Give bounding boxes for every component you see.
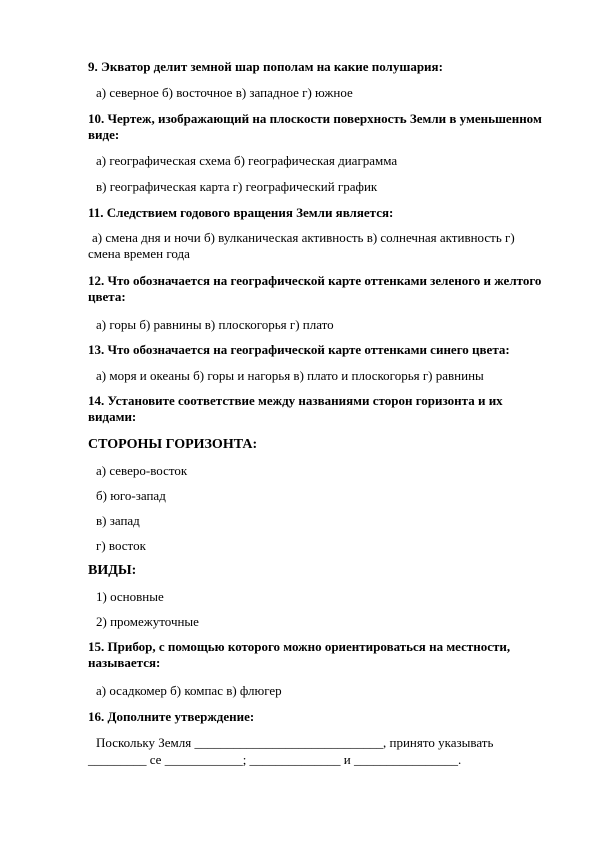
answers-11: а) смена дня и ночи б) вулканическая активность в) солнечная активность г) смена времен года xyxy=(88,230,515,261)
side-item: г) восток xyxy=(96,538,146,553)
type-item: 1) основные xyxy=(96,589,164,604)
question-15: 15. Прибор, с помощью которого можно ориентироваться на местности, называется: xyxy=(88,639,511,670)
type-item: 2) промежуточные xyxy=(96,614,199,629)
question-14: 14. Установите соответствие между названиями сторон горизонта и их видами: xyxy=(88,393,503,424)
answers-10-line2: в) географическая карта г) географический график xyxy=(96,179,378,194)
side-item: в) запад xyxy=(96,513,140,528)
question-10: 10. Чертеж, изображающий на плоскости поверхность Земли в уменьшенном виде: xyxy=(88,111,542,142)
answers-10-line1: а) географическая схема б) географическая диаграмма xyxy=(96,153,398,168)
question-12: 12. Что обозначается на географической карте оттенками зеленого и желтого цвета: xyxy=(88,273,542,304)
answers-9: а) северное б) восточное в) западное г) южное xyxy=(96,85,353,100)
question-16: 16. Дополните утверждение: xyxy=(88,709,255,724)
answers-15: а) осадкомер б) компас в) флюгер xyxy=(96,683,282,698)
heading-horizon-sides: СТОРОНЫ ГОРИЗОНТА: xyxy=(88,437,258,452)
answers-13: а) моря и океаны б) горы и нагорья в) плато и плоскогорья г) равнины xyxy=(96,368,484,383)
fill-in-line-2: _________ се ____________; ______________ и ________________. xyxy=(88,752,462,767)
question-9: 9. Экватор делит земной шар пополам на какие полушария: xyxy=(88,59,443,74)
question-11: 11. Следствием годового вращения Земли является: xyxy=(88,205,394,220)
heading-types: ВИДЫ: xyxy=(88,563,137,578)
question-13: 13. Что обозначается на географической карте оттенками синего цвета: xyxy=(88,342,510,357)
fill-in-line-1: Поскольку Земля _____________________________, принято указывать xyxy=(96,735,494,750)
side-item: б) юго-запад xyxy=(96,488,166,503)
answers-12: а) горы б) равнины в) плоскогорья г) плато xyxy=(96,317,334,332)
side-item: а) северо-восток xyxy=(96,463,188,478)
